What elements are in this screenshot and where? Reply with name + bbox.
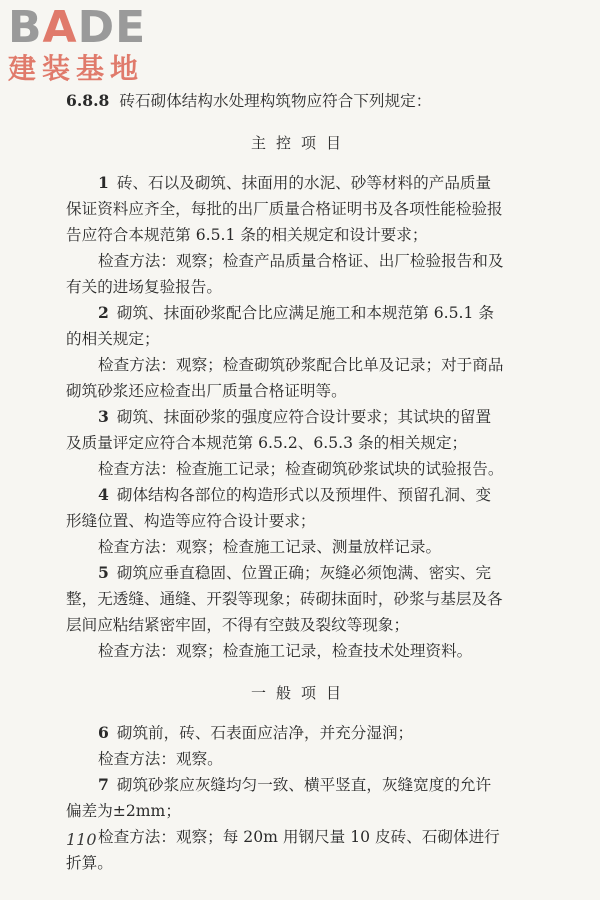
item-number: 2 [98,303,109,322]
watermark-logo [8,4,188,86]
section-heading-main-control: 主控项目 [250,134,351,152]
item-2-check-method: 砌筑砂浆还应检查出厂质量合格证明等。 [66,382,347,400]
item-6-check-method: 检查方法：观察。 [98,750,223,768]
document-body [66,88,536,876]
item-text: 砌筑、抹面砂浆的强度应符合设计要求；其试块的留置 [116,408,492,426]
item-6-line [66,720,536,746]
logo-letter-a: A [42,2,78,53]
item-4-line: 形缝位置、构造等应符合设计要求； [66,512,316,530]
item-number: 3 [98,407,109,426]
item-3-line [66,404,536,430]
section-heading-general: 一般项目 [250,684,351,702]
logo-wordmark [8,4,188,52]
item-4-check-method: 检查方法：观察；检查施工记录、测量放样记录。 [98,538,442,556]
logo-letter-b: B [8,2,43,53]
item-number: 1 [98,173,109,192]
item-2-line: 的相关规定； [66,330,160,348]
item-4-line [66,482,536,508]
item-7-check-method: 检查方法：观察；每 20m 用钢尺量 10 皮砖、石砌体进行 [98,828,500,846]
item-1-check-method: 有关的进场复验报告。 [66,278,222,296]
item-text: 砌筑、抹面砂浆配合比应满足施工和本规范第 6.5.1 条 [116,304,494,322]
item-2-check-method: 检查方法：观察；检查砌筑砂浆配合比单及记录；对于商品 [98,356,504,374]
item-text: 砖、石以及砌筑、抹面用的水泥、砂等材料的产品质量 [116,174,492,192]
item-1-check-method: 检查方法：观察；检查产品质量合格证、出厂检验报告和及 [98,252,504,270]
logo-subtitle: 建装基地 [8,52,145,85]
item-5-line [66,560,536,586]
item-5-check-method: 检查方法：观察；检查施工记录，检查技术处理资料。 [98,642,473,660]
item-text: 砌筑前，砖、石表面应洁净，并充分湿润； [116,724,414,742]
item-5-line: 整，无透缝、通缝、开裂等现象；砖砌抹面时，砂浆与基层及各 [66,590,503,608]
item-3-check-method: 检查方法：检查施工记录；检查砌筑砂浆试块的试验报告。 [98,460,504,478]
item-2-line [66,300,536,326]
item-3-line: 及质量评定应符合本规范第 6.5.2、6.5.3 条的相关规定； [66,434,468,452]
item-1-line: 保证资料应齐全，每批的出厂质量合格证明书及各项性能检验报 [66,200,503,218]
item-number: 7 [98,775,109,794]
item-number: 4 [98,485,109,504]
item-7-check-method: 折算。 [66,854,113,872]
clause-heading [66,88,536,114]
item-text: 砌筑应垂直稳固、位置正确；灰缝必须饱满、密实、完 [116,564,492,582]
clause-number: 6.8.8 [66,91,110,110]
item-number: 6 [98,723,109,742]
item-7-line: 偏差为±2mm； [66,802,181,820]
item-1-line: 告应符合本规范第 6.5.1 条的相关规定和设计要求； [66,226,428,244]
item-text: 砌体结构各部位的构造形式以及预埋件、预留孔洞、变 [116,486,492,504]
page-number: 110 [66,830,97,849]
item-text: 砌筑砂浆应灰缝均匀一致、横平竖直，灰缝宽度的允许 [116,776,492,794]
item-7-line [66,772,536,798]
item-1-line [66,170,536,196]
item-5-line: 层间应粘结紧密牢固，不得有空鼓及裂纹等现象； [66,616,410,634]
logo-letters-de: DE [77,2,147,53]
item-number: 5 [98,563,109,582]
clause-title: 砖石砌体结构水处理构筑物应符合下列规定： [119,92,432,110]
